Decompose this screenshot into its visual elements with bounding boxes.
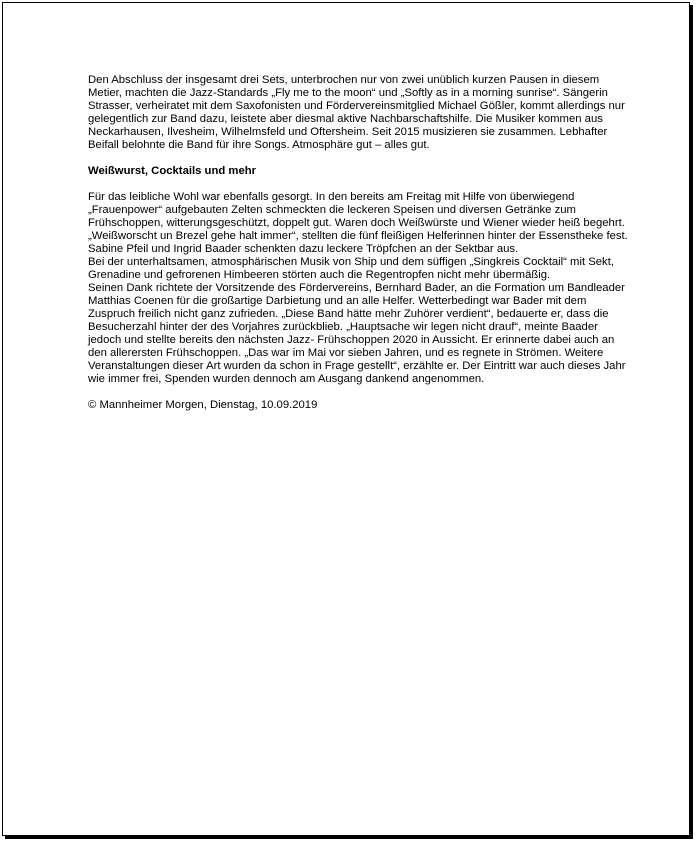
paragraph-thanks: Seinen Dank richtete der Vorsitzende des Fördervereins, Bernhard Bader, an die Formation um Bandleader Matthias Coenen für die großartige Darbietung und an alle Helfer. Wetterbedingt war Bader mit dem Zuspruch freilich nicht ganz zufrieden. „Diese Band hätte mehr Zuhörer verdient“, bedauerte er, dass die Besucherzahl hinter der des Vorjahres zurückblieb. „Hauptsache wir legen nicht drauf“, meinte Baader jedoch und stellte bereits den nächsten Jazz- Frühschoppen 2020 in Aussicht. Er erinnerte dabei auch an den allerersten Frühschoppen. „Das war im Mai vor sieben Jahren, und es regnete in Strömen. Weitere Veranstaltungen dieser Art wurden da schon in Frage gestellt“, erzählte er. Der Eintritt war auch dieses Jahr wie immer frei, Spenden wurden dennoch am Ausgang dankend angenommen. xyxy=(88,282,626,385)
page-frame xyxy=(2,2,690,836)
intro-paragraph: Den Abschluss der insgesamt drei Sets, unterbrochen nur von zwei unüblich kurzen Pausen in diesem Metier, machten die Jazz-Standards „Fly me to the moon“ und „Softly as in a morning sunrise“. Sängerin Strasser, verheiratet mit dem Saxofonisten und Fördervereinsmitglied Michael Gößler, kommt allerdings nur gelegentlich zur Band dazu, leistete aber diesmal aktive Nachbarschaftshilfe. Die Musiker kommen aus Neckarhausen, Ilvesheim, Wilhelmsfeld und Oftersheim. Seit 2015 musizieren sie zusammen. Lebhafter Beifall belohnte die Band für ihre Songs. Atmosphäre gut – alles gut. xyxy=(88,74,625,151)
paragraph-music: Bei der unterhaltsamen, atmosphärischen Musik von Ship und dem süffigen „Singkreis Cocktail“ mit Sekt, Grenadine und gefrorenen Himbeeren störten auch die Regentropfen nicht mehr übermäßig. xyxy=(88,256,614,281)
article-body xyxy=(88,74,628,412)
copyright-line: © Mannheimer Morgen, Dienstag, 10.09.2019 xyxy=(88,399,318,411)
section-heading: Weißwurst, Cocktails und mehr xyxy=(88,165,257,177)
paragraph-food: Für das leibliche Wohl war ebenfalls gesorgt. In den bereits am Freitag mit Hilfe von überwiegend „Frauenpower“ aufgebauten Zelten schmeckten die leckeren Speisen und diversen Getränke zum Frühschoppen, witterungsgeschützt, doppelt gut. Waren doch Weißwürste und Wiener wieder heiß begehrt. „Weißworscht un Brezel gehe halt immer“, stellten die fünf fleißigen Helferinnen hinter der Essenstheke fest. Sabine Pfeil und Ingrid Baader schenkten dazu leckere Tröpfchen an der Sektbar aus. xyxy=(88,191,628,255)
